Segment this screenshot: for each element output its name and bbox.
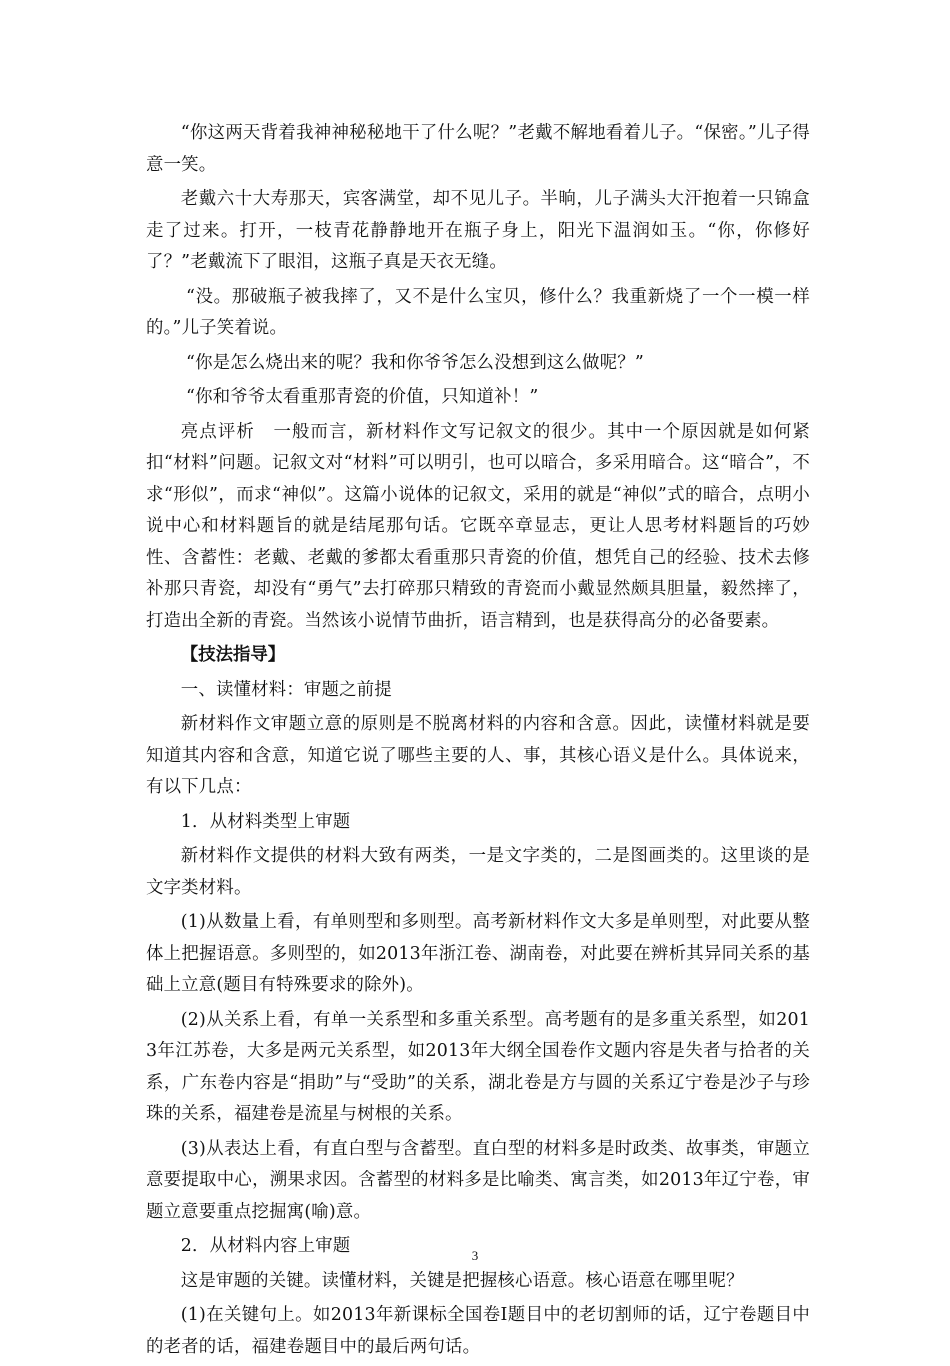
section-heading-technique: 【技法指导】 [180, 645, 286, 665]
point-expression-paragraph: (3)从表达上看，有直白型与含蓄型。直白型的材料多是时政类、故事类，审题立意要提取中心，溯果求因。含蓄型的材料多是比喻类、寓言类，如2013年辽宁卷，审题立意要重点挖掘寓(喻)意。 [146, 1138, 810, 1222]
dialogue-paragraph-3: “你是怎么烧出来的呢？我和你爷爷怎么没想到这么做呢？” [186, 352, 644, 373]
dialogue-paragraph-4: “你和爷爷太看重那青瓷的价值，只知道补！” [186, 387, 539, 407]
key-sentence-paragraph: (1)在关键句上。如2013年新课标全国卷Ⅰ题目中的老切割师的话，辽宁卷题目中的老者的话，福建卷题目中的最后两句话。 [146, 1305, 810, 1357]
subheading-material-content: 2．从材料内容上审题 [180, 1236, 351, 1256]
material-type-paragraph: 新材料作文提供的材料大致有两类，一是文字类的，二是图画类的。这里谈的是文字类材料。 [146, 846, 810, 898]
story-paragraph-birthday: 老戴六十大寿那天，宾客满堂，却不见儿子。半晌，儿子满头大汗抱着一只锦盒走了过来。打开，一枝青花静静地开在瓶子身上，阳光下温润如玉。“你，你修好了？”老戴流下了眼泪，这瓶子真是天衣无缝。 [146, 189, 810, 272]
key-meaning-paragraph: 这是审题的关键。读懂材料，关键是把握核心语意。核心语意在哪里呢？ [180, 1270, 744, 1291]
point-quantity-paragraph: (1)从数量上看，有单则型和多则型。高考新材料作文大多是单则型，对此要从整体上把握语意。多则型的，如2013年浙江卷、湖南卷，对此要在辨析其异同关系的基础上立意(题目有特殊要求的除外)。 [146, 912, 810, 995]
dialogue-paragraph-2: “没。那破瓶子被我摔了，又不是什么宝贝，修什么？我重新烧了一个一模一样的。”儿子笑着说。 [146, 286, 810, 338]
subheading-read-material: 一、读懂材料：审题之前提 [180, 679, 392, 700]
intro-paragraph: 新材料作文审题立意的原则是不脱离材料的内容和含意。因此，读懂材料就是要知道其内容和含意，知道它说了哪些主要的人、事，其核心语义是什么。具体说来，有以下几点： [146, 714, 810, 797]
subheading-material-type: 1．从材料类型上审题 [180, 811, 351, 832]
commentary-paragraph: 亮点评析 一般而言，新材料作文写记叙文的很少。其中一个原因就是如何紧扣“材料”问题。记叙文对“材料”可以明引，也可以暗合，多采用暗合。这“暗合”，不求“形似”，而求“神似”。这篇小说体的记叙文，采用的就是“神似”式的暗合，点明小说中心和材料题旨的就是结尾那句话。它既卒章显志，更让人思考材料题旨的巧妙性、含蓄性：老戴、老戴的爹都太看重那只青瓷的价值，想凭自己的经验、技术去修补那只青瓷，却没有“勇气”去打碎那只精致的青瓷而小戴显然颇具胆量，毅然摔了，打造出全新的青瓷。当然该小说情节曲折，语言精到，也是获得高分的必备要素。 [146, 421, 810, 631]
point-relation-paragraph: (2)从关系上看，有单一关系型和多重关系型。高考题有的是多重关系型，如2013年江苏卷，大多是两元关系型，如2013年大纲全国卷作文题内容是失者与拾者的关系，广东卷内容是“捐助”与“受助”的关系，湖北卷是方与圆的关系辽宁卷是沙子与珍珠的关系，福建卷是流星与树根的关系。 [146, 1009, 810, 1124]
page-number: 3 [471, 1248, 479, 1263]
dialogue-paragraph-1: “你这两天背着我神神秘秘地干了什么呢？”老戴不解地看着儿子。“保密。”儿子得意一笑。 [146, 123, 810, 175]
document-body [146, 118, 810, 1366]
